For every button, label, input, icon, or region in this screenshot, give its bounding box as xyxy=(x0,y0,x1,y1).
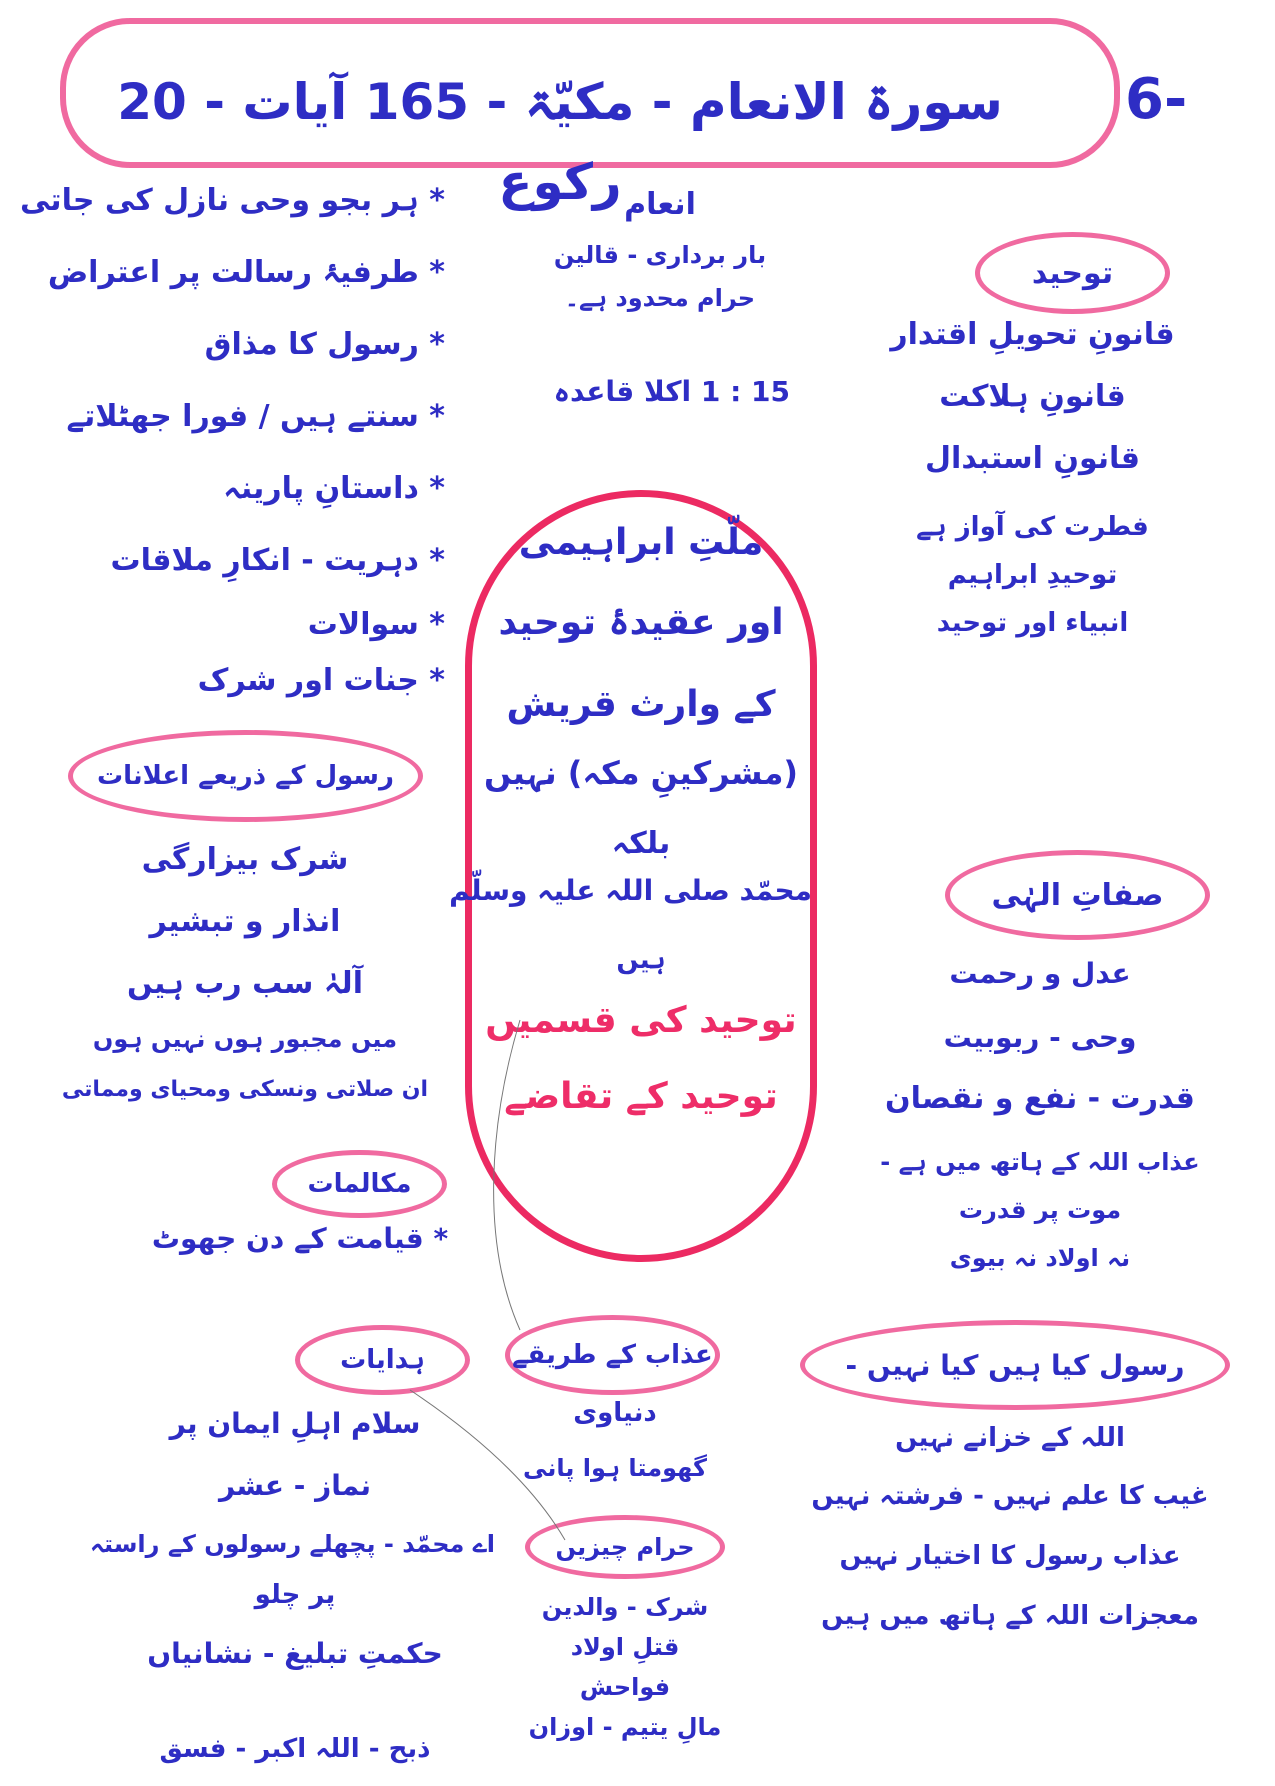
haram-line: مالِ یتیم - اوزان xyxy=(528,1713,722,1741)
tawheed-line: فطرت کی آواز ہے xyxy=(916,512,1149,542)
tawheed-line: قانونِ ہلاکت xyxy=(939,379,1126,414)
hidayat-line: حکمتِ تبلیغ - نشانیاں xyxy=(147,1637,443,1670)
capsule-line: بلکہ xyxy=(611,826,671,861)
sifat-heading: صفاتِ الہٰی xyxy=(945,850,1210,940)
top-center-line-3: حرام محدود ہے۔ xyxy=(564,284,756,312)
rasool-what-line: عذاب رسول کا اختیار نہیں xyxy=(839,1541,1181,1571)
azaab-heading: عذاب کے طریقے xyxy=(505,1315,720,1395)
hidayat-line: سلام اہلِ ایمان پر xyxy=(169,1407,421,1440)
announcement-line: ان صلاتی ونسکی ومحیای ومماتی xyxy=(61,1077,429,1102)
tawheed-line: قانونِ تحویلِ اقتدار xyxy=(890,317,1175,352)
mukalamat-heading: مکالمات xyxy=(272,1150,447,1218)
sifat-line: قدرت - نفع و نقصان xyxy=(885,1081,1195,1116)
capsule-line: محمّد صلی اللہ علیہ وسلّم xyxy=(449,874,812,907)
haram-line: فواحش xyxy=(579,1673,671,1701)
mukalamat-line: * قیامت کے دن جھوٹ xyxy=(151,1222,449,1255)
list-item: * جنات اور شرک xyxy=(197,663,445,698)
tawheed-heading: توحید xyxy=(975,232,1170,314)
tawheed-line: توحیدِ ابراہیم xyxy=(947,560,1118,590)
tawheed-line: انبیاء اور توحید xyxy=(936,608,1129,638)
rasool-what-line: معجزات اللہ کے ہاتھ میں ہیں xyxy=(821,1601,1199,1631)
hidayat-line: ذبح - اللہ اکبر - فسق xyxy=(159,1734,431,1764)
capsule-line: ملّتِ ابراہیمی xyxy=(518,522,764,563)
list-item: * دہریت - انکارِ ملاقات xyxy=(110,543,445,578)
haram-line: شرک - والدین xyxy=(541,1593,709,1621)
azaab-line: دنیاوی xyxy=(573,1398,657,1428)
capsule-line: (مشرکینِ مکہ) نہیں xyxy=(483,754,799,792)
announcement-line: آلہٰ سب رب ہیں xyxy=(127,966,363,1001)
list-item: * سنتے ہیں / فورا جھٹلاتے xyxy=(66,399,445,434)
sifat-line: موت پر قدرت xyxy=(958,1196,1122,1224)
list-item: * طرفیۂ رسالت پر اعتراض xyxy=(47,255,445,290)
list-item: * سوالات xyxy=(307,607,445,642)
rasool-what-line: غیب کا علم نہیں - فرشتہ نہیں xyxy=(811,1481,1209,1511)
surah-number: 6- xyxy=(1125,67,1188,132)
top-center-line-4: 15 : 1 اکلا قاعدہ xyxy=(553,375,790,408)
sifat-line: وحی - ربوبیت xyxy=(943,1021,1137,1054)
tawheed-line: قانونِ استبدال xyxy=(925,441,1140,476)
list-item: * داستانِ پارینہ xyxy=(223,471,445,506)
hidayat-heading: ہدایات xyxy=(295,1325,470,1395)
list-item: * ہر بجو وحی نازل کی جاتی xyxy=(19,183,445,218)
list-item: * رسول کا مذاق xyxy=(204,327,445,362)
capsule-line: ہیں xyxy=(616,945,666,975)
sifat-line: عدل و رحمت xyxy=(949,957,1131,990)
hidayat-line: پر چلو xyxy=(254,1580,336,1610)
haram-line: قتلِ اولاد xyxy=(570,1633,680,1661)
capsule-line: کے وارث قریش xyxy=(506,684,776,725)
announcement-line: میں مجبور ہوں نہیں ہوں xyxy=(92,1025,398,1053)
announcement-line: انذار و تبشیر xyxy=(149,904,341,939)
top-center-line-2: بار برداری - قالین xyxy=(553,241,767,269)
surah-title: سورۃ الانعام - مکیّۃ - 165 آیات - 20 رکوع xyxy=(117,73,1003,211)
hidayat-line: اے محمّد - پچھلے رسولوں کے راستہ xyxy=(89,1530,495,1558)
rasool-what-heading: رسول کیا ہیں کیا نہیں - xyxy=(800,1320,1230,1410)
hidayat-line: نماز - عشر xyxy=(218,1469,372,1502)
sifat-line: عذاب اللہ کے ہاتھ میں ہے - xyxy=(880,1148,1200,1176)
announcement-line: شرک بیزارگی xyxy=(141,842,349,877)
azaab-line: گھومتا ہوا پانی xyxy=(523,1454,707,1482)
capsule-pink-line: توحید کے تقاضے xyxy=(504,1076,778,1117)
capsule-pink-line: توحید کی قسمیں xyxy=(485,1000,797,1041)
top-center-line-1: انعام xyxy=(624,187,696,222)
rasool-what-line: اللہ کے خزانے نہیں xyxy=(895,1423,1125,1453)
sifat-line: نہ اولاد نہ بیوی xyxy=(949,1244,1131,1272)
capsule-line: اور عقیدۂ توحید xyxy=(498,602,784,643)
haram-heading: حرام چیزیں xyxy=(525,1515,725,1579)
rasool-announcements-heading: رسول کے ذریعے اعلانات xyxy=(68,730,423,822)
